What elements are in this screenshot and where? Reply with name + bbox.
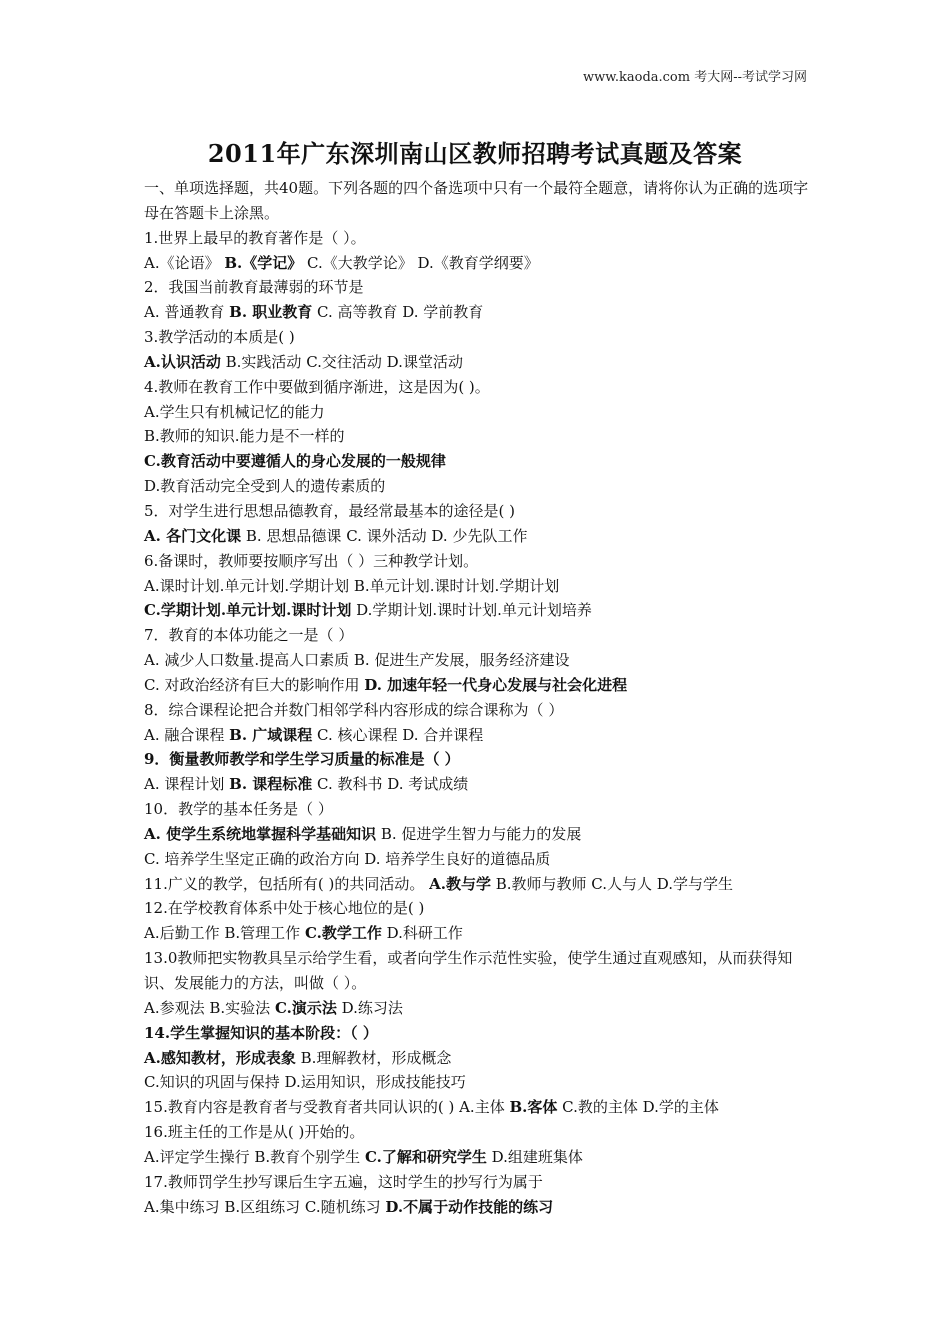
line-text: C. 对政治经济有巨大的影响作用 [144,675,365,694]
line-text: B.教师的知识.能力是不一样的 [144,427,345,446]
text-line [144,847,814,872]
line-text: C. 核心课程 D. 合并课程 [312,725,484,744]
line-text: 1.世界上最早的教育著作是（ ）。 [144,228,366,247]
text-line [144,772,814,797]
text-line [144,1095,814,1120]
answer-text: A.教与学 [429,874,491,893]
line-text: A.《论语》 [144,253,225,272]
line-text: B. 思想品德课 C. 课外活动 D. 少先队工作 [241,526,528,545]
line-text: D.学期计划.课时计划.单元计划培养 [351,601,592,620]
answer-text: A.认识活动 [144,352,221,371]
text-line [144,698,814,723]
text-line [144,449,814,474]
text-line [144,1170,814,1195]
line-text: B. 促进学生智力与能力的发展 [376,824,582,843]
text-line [144,400,814,425]
line-text: C.教的主体 D.学的主体 [557,1098,719,1117]
text-line [144,1021,814,1046]
line-text: 15.教育内容是教育者与受教育者共同认识的( ) A.主体 [144,1098,510,1117]
answer-text: B.《学记》 [224,253,303,272]
text-line [144,872,814,897]
text-line [144,921,814,946]
text-line [144,499,814,524]
text-line [144,747,814,772]
answer-text: C.演示法 [274,998,337,1017]
answer-text: B.客体 [509,1098,558,1117]
answer-text: B. 课程标准 [229,775,313,794]
text-line [144,375,814,400]
line-text: 8．综合课程论把合并数门相邻学科内容形成的综合课称为（ ） [144,700,564,719]
text-line [144,996,814,1021]
line-text: A.评定学生操行 B.教育个别学生 [144,1147,365,1166]
text-line [144,424,814,449]
line-text: C. 高等教育 D. 学前教育 [312,303,484,322]
text-line [144,524,814,549]
answer-text: C.教育活动中要遵循人的身心发展的一般规律 [144,452,446,471]
line-text: B.理解教材，形成概念 [295,1048,452,1067]
answer-text: B. 广域课程 [229,725,313,744]
line-text: A.参观法 B.实验法 [144,998,275,1017]
document-body [144,176,814,1219]
text-line [144,549,814,574]
line-text: D.教育活动完全受到人的遗传素质的 [144,477,386,496]
text-line [144,723,814,748]
line-text: 5．对学生进行思想品德教育，最经常最基本的途径是( ) [144,501,516,520]
text-line [144,623,814,648]
text-line [144,598,814,623]
text-line [144,797,814,822]
text-line [144,822,814,847]
line-text: A.集中练习 B.区组练习 C.随机练习 [144,1197,386,1216]
text-line [144,474,814,499]
line-text: 4.教师在教育工作中要做到循序渐进，这是因为( )。 [144,377,490,396]
text-line [144,1046,814,1071]
line-text: A. 融合课程 [144,725,230,744]
line-text: C. 培养学生坚定正确的政治方向 D. 培养学生良好的道德品质 [144,849,551,868]
line-text: A.课时计划.单元计划.学期计划 B.单元计划.课时计划.学期计划 [144,576,560,595]
answer-text: C.了解和研究学生 [364,1147,487,1166]
header-site-text: www.kaoda.com 考大网--考试学习网 [583,70,807,85]
line-text: D.组建班集体 [486,1147,583,1166]
line-text: 11.广义的教学，包括所有( )的共同活动。 [144,874,430,893]
text-line [144,275,814,300]
text-line [144,673,814,698]
text-line [144,1120,814,1145]
line-text: A. 普通教育 [144,303,230,322]
line-text: 3.教学活动的本质是( ) [144,328,295,347]
text-line [144,325,814,350]
line-text: 12.在学校教育体系中处于核心地位的是( ) [144,899,425,918]
line-text: 6.备课时，教师要按顺序写出（ ）三种教学计划。 [144,551,479,570]
answer-text: A. 各门文化课 [144,526,242,545]
line-text: 2．我国当前教育最薄弱的环节是 [144,278,364,297]
text-line [144,226,814,251]
line-text: 13.0教师把实物教具呈示给学生看，或者向学生作示范性实验，使学生通过直观感知，从而获得知识、发展能力的方法，叫做（ ）。 [144,949,793,992]
line-text: A. 课程计划 [144,775,230,794]
text-line [144,251,814,276]
answer-text: D.不属于动作技能的练习 [385,1197,554,1216]
answer-text: 9．衡量教师教学和学生学习质量的标准是（ ） [144,750,460,769]
line-text: 17.教师罚学生抄写课后生字五遍，这时学生的抄写行为属于 [144,1172,543,1191]
answer-text: B. 职业教育 [229,303,313,322]
text-line [144,1070,814,1095]
line-text: 一、单项选择题，共40题。下列各题的四个备选项中只有一个最符全题意，请将你认为正确的选项字母在答题卡上涂黑。 [144,179,809,222]
text-line [144,648,814,673]
answer-text: 14.学生掌握知识的基本阶段：（ ） [144,1023,378,1042]
line-text: 7．教育的本体功能之一是（ ） [144,626,354,645]
line-text: D.科研工作 [381,924,463,943]
line-text: B.实践活动 C.交往活动 D.课堂活动 [220,352,463,371]
answer-text: C.学期计划.单元计划.课时计划 [144,601,352,620]
text-line [144,1195,814,1220]
text-line [144,300,814,325]
answer-text: C.教学工作 [304,924,382,943]
text-line [144,350,814,375]
text-line [144,946,814,996]
text-line [144,1145,814,1170]
answer-text: A. 使学生系统地掌握科学基础知识 [144,824,377,843]
line-text: C.《大教学论》 D.《教育学纲要》 [302,253,539,272]
line-text: B.教师与教师 C.人与人 D.学与学生 [490,874,734,893]
line-text: 16.班主任的工作是从( )开始的。 [144,1123,365,1142]
line-text: C.知识的巩固与保持 D.运用知识，形成技能技巧 [144,1073,466,1092]
line-text: D.练习法 [336,998,403,1017]
text-line [144,176,814,226]
answer-text: D. 加速年轻一代身心发展与社会化进程 [364,675,628,694]
line-text: A. 减少人口数量.提高人口素质 B. 促进生产发展，服务经济建设 [144,651,570,670]
line-text: 10．教学的基本任务是（ ） [144,800,333,819]
text-line [144,896,814,921]
text-line [144,574,814,599]
line-text: C. 教科书 D. 考试成绩 [312,775,469,794]
answer-text: A.感知教材，形成表象 [144,1048,296,1067]
document-title: 2011年广东深圳南山区教师招聘考试真题及答案 [207,139,743,168]
line-text: A.后勤工作 B.管理工作 [144,924,305,943]
line-text: A.学生只有机械记忆的能力 [144,402,325,421]
